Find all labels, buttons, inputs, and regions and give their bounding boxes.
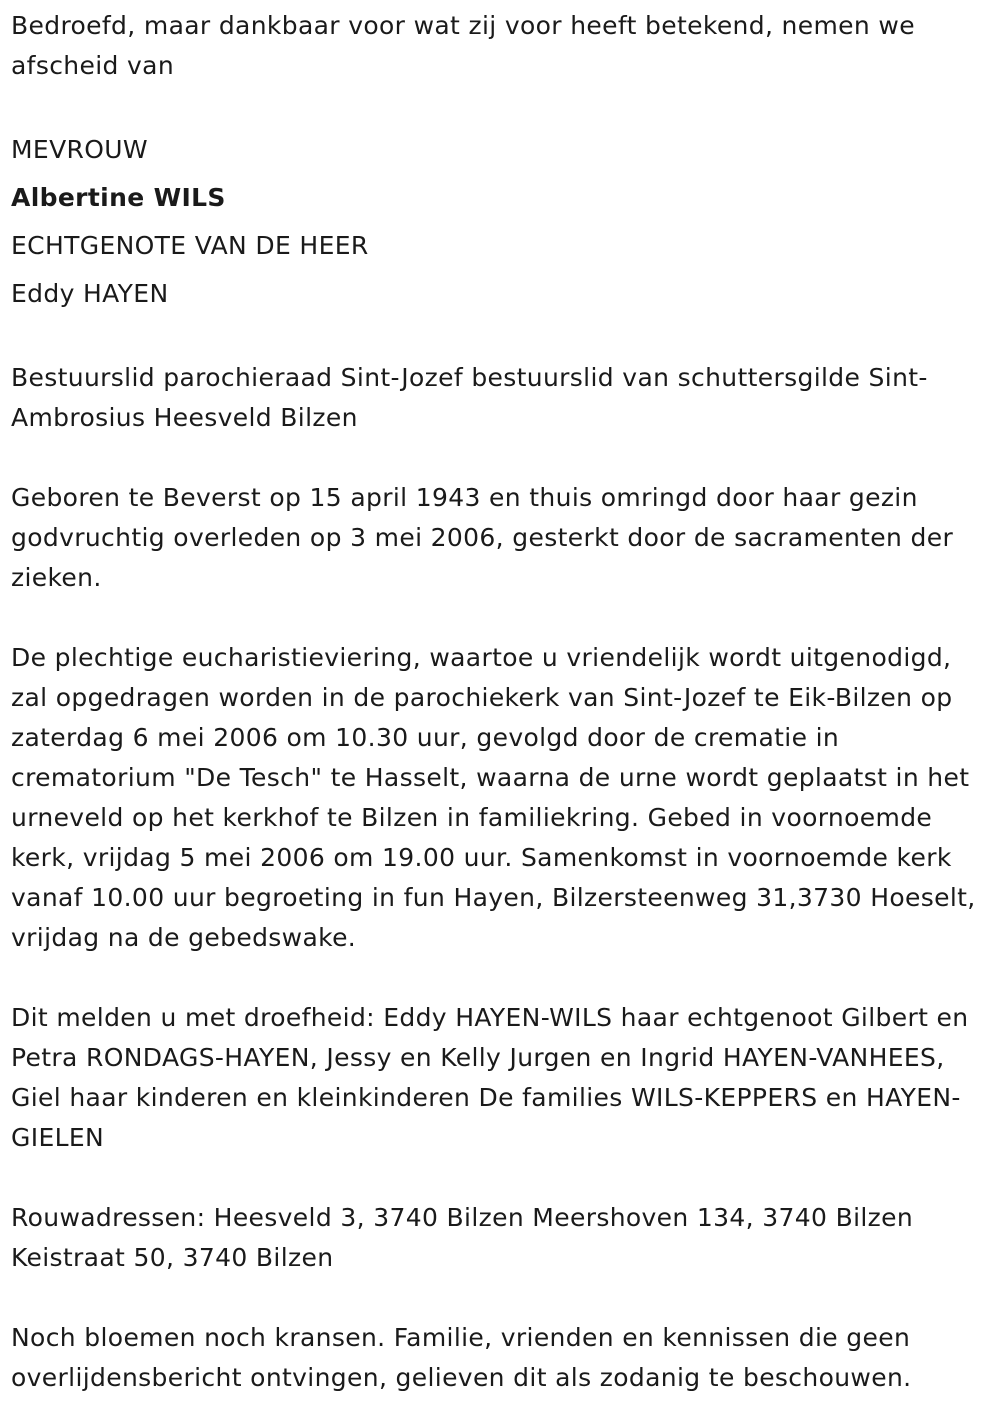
ceremony-text: De plechtige eucharistieviering, waartoe u vriendelijk wordt uitgenodigd, zal opgedragen worden in de parochiekerk van Sint-Jozef te Eik-Bilzen op zaterdag 6 mei 2006 om 10.30 uur, gevolgd door de crematie in crematorium "De Tesch" te Hasselt, waarna de urne wordt geplaatst in het urneveld op het kerkhof te Bilzen in familiekring. Gebed in voornoemde kerk, vrijdag 5 mei 2006 om 19.00 uur. Samenkomst in voornoemde kerk vanaf 10.00 uur begroeting in fun Hayen, Bilzersteenweg 31,3730 Hoeselt, vrijdag na de gebedswake. xyxy=(11,643,976,952)
intro-text: Bedroefd, maar dankbaar voor wat zij voor heeft betekend, nemen we afscheid van xyxy=(11,11,915,80)
name-block xyxy=(11,126,988,318)
spouse-name: Eddy HAYEN xyxy=(11,279,169,308)
birth-death-text: Geboren te Beverst op 15 april 1943 en thuis omringd door haar gezin godvruchtig overleden op 3 mei 2006, gesterkt door de sacramenten der zieken. xyxy=(11,483,954,592)
deceased-name: Albertine WILS xyxy=(11,183,226,212)
closing-text: Noch bloemen noch kransen. Familie, vrienden en kennissen die geen overlijdensbericht ontvingen, gelieven dit als zodanig te beschouwen. xyxy=(11,1323,912,1392)
functions-text: Bestuurslid parochieraad Sint-Jozef bestuurslid van schuttersgilde Sint-Ambrosius Heesveld Bilzen xyxy=(11,363,928,432)
title-prefix: MEVROUW xyxy=(11,135,148,164)
family-text: Dit melden u met droefheid: Eddy HAYEN-WILS haar echtgenoot Gilbert en Petra RONDAGS-HAYEN, Jessy en Kelly Jurgen en Ingrid HAYEN-VANHEES, Giel haar kinderen en kleinkinderen De families WILS-KEPPERS en HAYEN-GIELEN xyxy=(11,1003,969,1152)
addresses-text: Rouwadressen: Heesveld 3, 3740 Bilzen Meershoven 134, 3740 Bilzen Keistraat 50, 3740 Bilzen xyxy=(11,1203,914,1272)
spouse-label: ECHTGENOTE VAN DE HEER xyxy=(11,231,369,260)
